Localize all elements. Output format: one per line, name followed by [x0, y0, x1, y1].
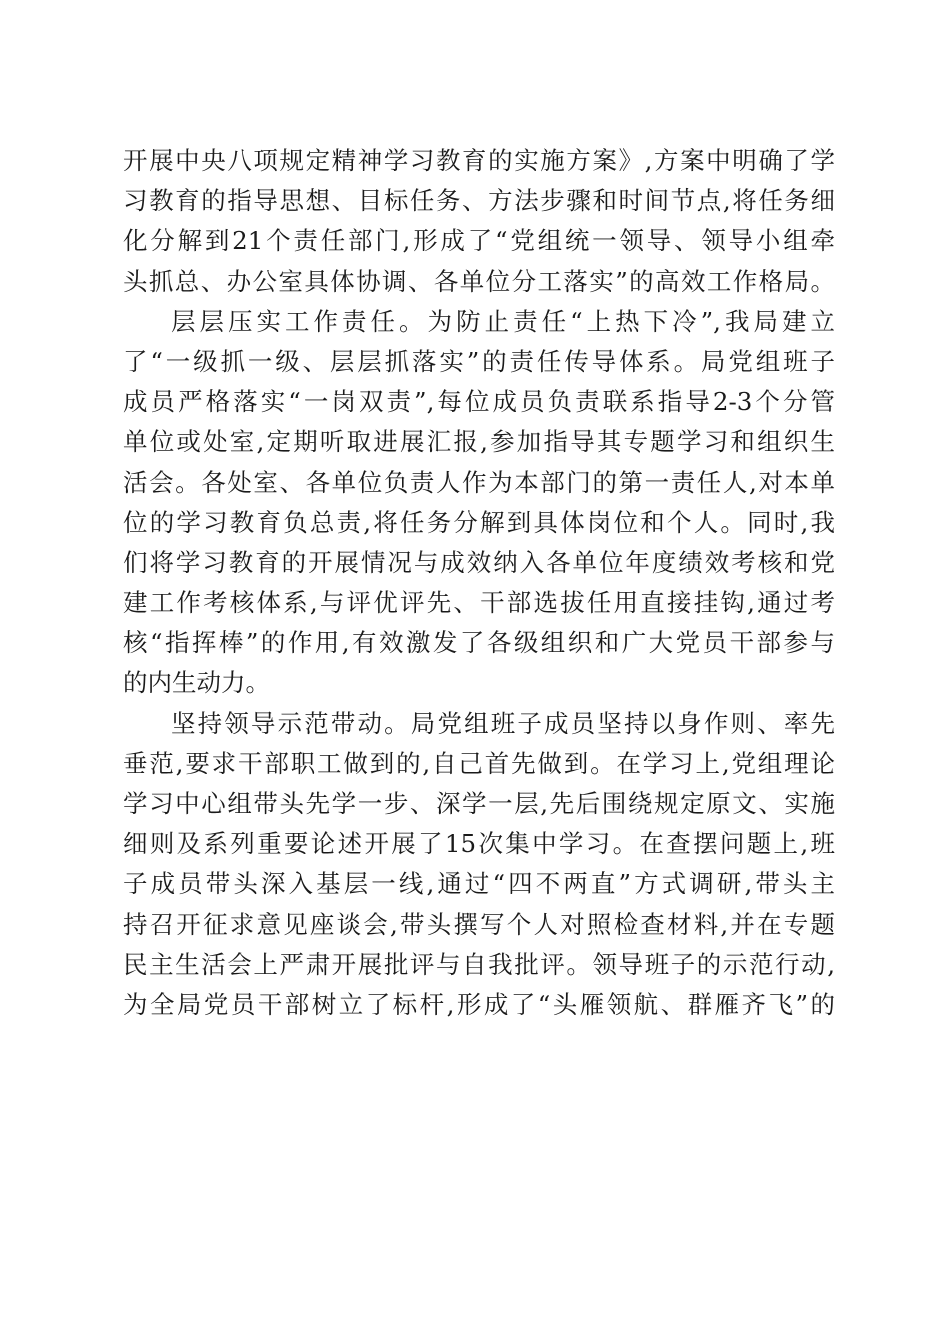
document-body [123, 141, 835, 1025]
text-line: 习教育的指导思想、目标任务、方法步骤和时间节点,将任务细 [123, 186, 835, 216]
text-line: 为全局党员干部树立了标杆,形成了“头雁领航、群雁齐飞”的 [123, 989, 835, 1019]
text-line: 单位或处室,定期听取进展汇报,参加指导其专题学习和组织生 [123, 427, 835, 457]
text-line: 化分解到21个责任部门,形成了“党组统一领导、领导小组牵 [123, 226, 835, 256]
text-line: 坚持领导示范带动。局党组班子成员坚持以身作则、率先 [171, 708, 835, 738]
text-line: 持召开征求意见座谈会,带头撰写个人对照检查材料,并在专题 [123, 909, 835, 939]
text-line: 位的学习教育负总责,将任务分解到具体岗位和个人。同时,我 [123, 507, 835, 537]
text-line: 建工作考核体系,与评优评先、干部选拔任用直接挂钩,通过考 [123, 588, 835, 618]
text-line: 核“指挥棒”的作用,有效激发了各级组织和广大党员干部参与 [123, 628, 835, 658]
text-line: 层层压实工作责任。为防止责任“上热下冷”,我局建立 [171, 306, 835, 336]
text-line: 的内生动力。 [123, 668, 270, 698]
text-line: 细则及系列重要论述开展了15次集中学习。在查摆问题上,班 [123, 829, 835, 859]
text-line: 民主生活会上严肃开展批评与自我批评。领导班子的示范行动, [123, 949, 835, 979]
text-line: 活会。各处室、各单位负责人作为本部门的第一责任人,对本单 [123, 467, 835, 497]
text-line: 垂范,要求干部职工做到的,自己首先做到。在学习上,党组理论 [123, 748, 835, 778]
text-line: 们将学习教育的开展情况与成效纳入各单位年度绩效考核和党 [123, 547, 835, 577]
text-line: 成员严格落实“一岗双责”,每位成员负责联系指导2-3个分管 [123, 387, 835, 417]
text-line: 头抓总、办公室具体协调、各单位分工落实”的高效工作格局。 [123, 266, 835, 296]
text-line: 开展中央八项规定精神学习教育的实施方案》,方案中明确了学 [123, 146, 835, 175]
text-line: 学习中心组带头先学一步、深学一层,先后围绕规定原文、实施 [123, 789, 835, 818]
text-line: 子成员带头深入基层一线,通过“四不两直”方式调研,带头主 [123, 869, 835, 899]
text-line: 了“一级抓一级、层层抓落实”的责任传导体系。局党组班子 [123, 346, 835, 376]
